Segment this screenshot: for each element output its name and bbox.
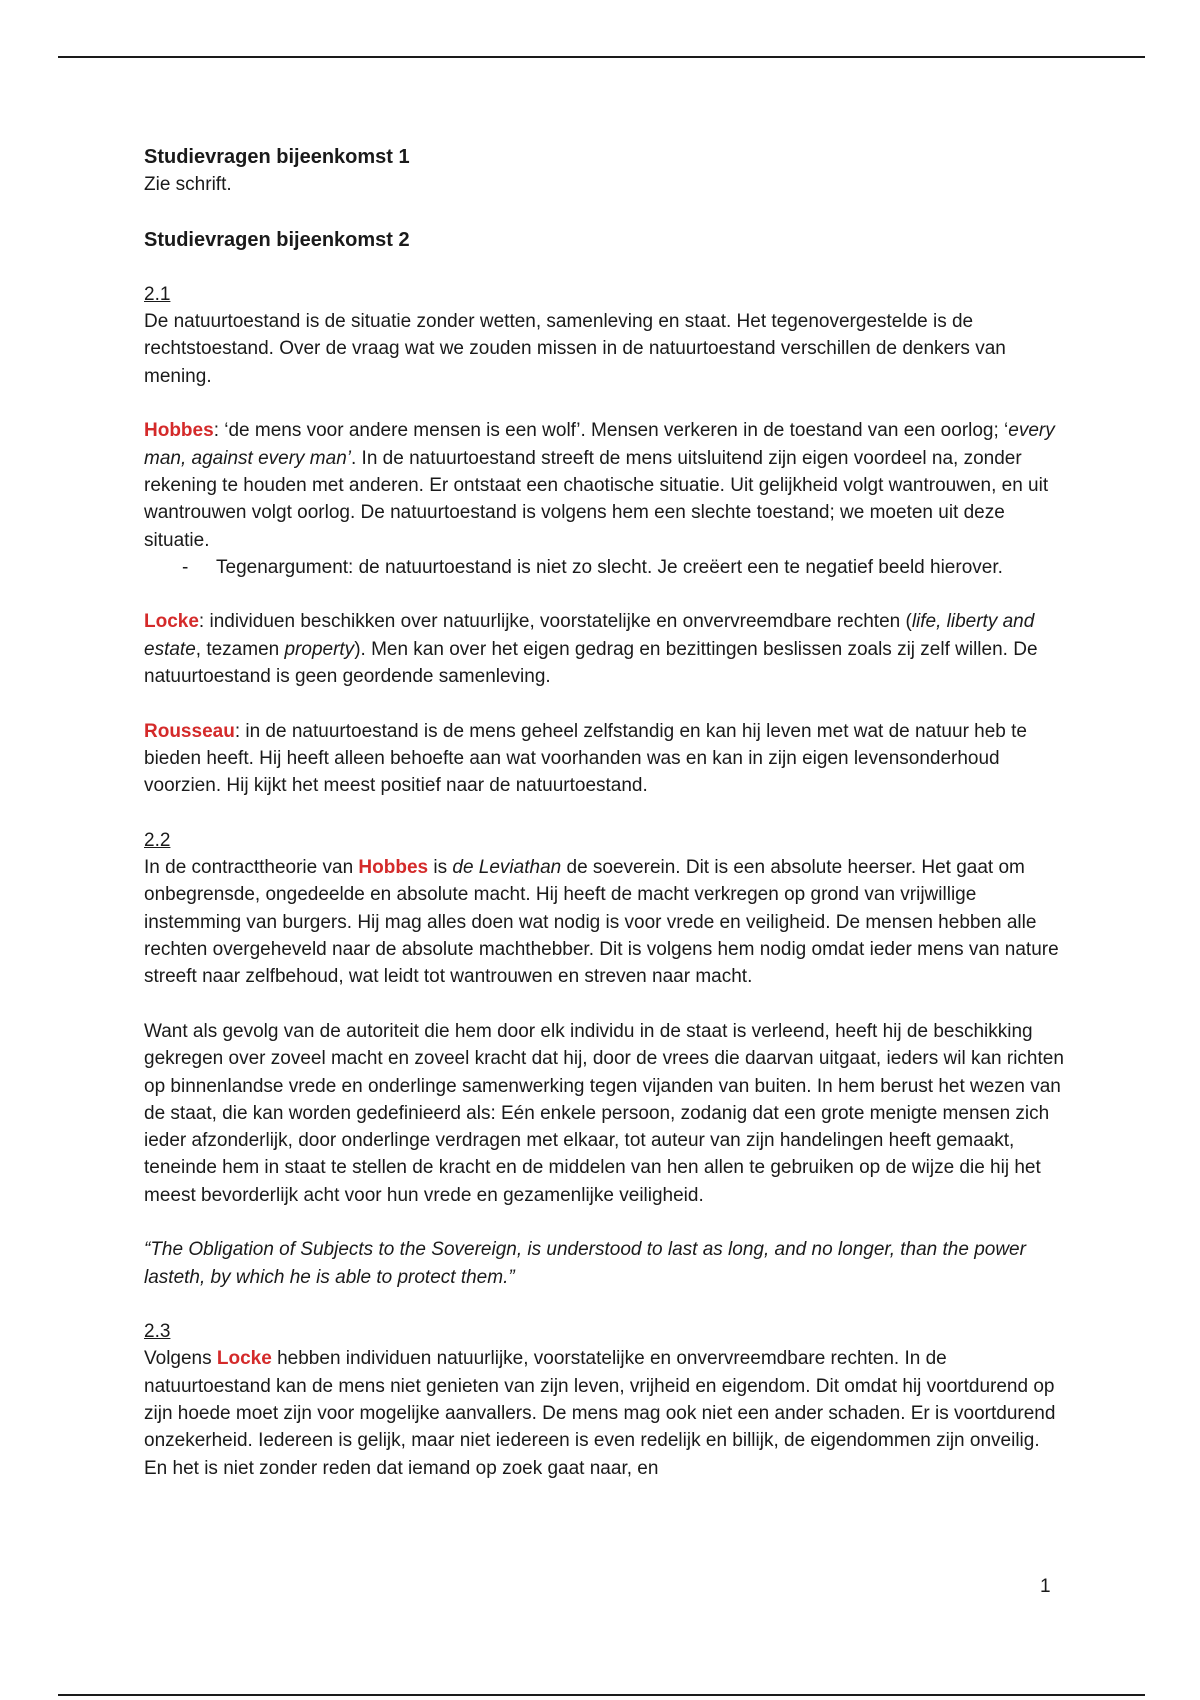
question-number-2-2: 2.2 [144, 829, 171, 851]
q21-rousseau-paragraph: Rousseau: in de natuurtoestand is de mens geheel zelfstandig en kan hij leven met wat de natuur heb te bieden heeft. Hij heeft alleen behoefte aan wat voorhanden was en kan in zijn eigen levensonderhoud voorzien. Hij kijkt het meest positief naar de natuurtoestand. [144, 720, 1027, 797]
q21-intro-paragraph: De natuurtoestand is de situatie zonder wetten, samenleving en staat. Het tegenovergestelde is de rechtstoestand. Over de vraag wat we zouden missen in de natuurtoestand verschillen de denkers van mening. [144, 311, 1006, 387]
page-number: 1 [1040, 1576, 1051, 1597]
bijeenkomst-1-text: Zie schrift. [144, 174, 232, 195]
q21-hobbes-counterargument: - Tegenargument: de natuurtoestand is niet zo slecht. Je creëert een te negatief beeld hierover. [144, 554, 1064, 581]
philosopher-name-locke: Locke [216, 1348, 272, 1370]
philosopher-name-hobbes: Hobbes [144, 420, 214, 442]
philosopher-name-locke: Locke [144, 611, 199, 633]
q21-locke-paragraph: Locke: individuen beschikken over natuurlijke, voorstatelijke en onvervreemdbare rechten (life, liberty and estate, tezamen property). Men kan over het eigen gedrag en bezittingen beslissen zoals zij zelf willen. De natuurtoestand is geen geordende samenleving. [144, 611, 1038, 688]
philosopher-name-hobbes: Hobbes [358, 857, 429, 879]
heading-bijeenkomst-2: Studievragen bijeenkomst 2 [144, 228, 410, 251]
question-number-2-1: 2.1 [144, 283, 171, 305]
question-number-2-3: 2.3 [144, 1321, 171, 1343]
q22-paragraph-1: In de contracttheorie van Hobbes is de Leviathan de soeverein. Dit is een absolute heerser. Het gaat om onbegrensde, ongedeelde en absolute macht. Hij heeft de macht verkregen op grond van vrijwillige instemming van burgers. Hij mag alles doen wat nodig is voor vrede en veiligheid. De mensen hebben alle rechten overgeheveld naar de absolute machthebber. Dit is volgens hem nodig omdat ieder mens van nature streeft naar zelfbehoud, wat leidt tot wantrouwen en streven naar macht. [144, 857, 1059, 988]
bullet-dash: - [182, 556, 189, 578]
heading-bijeenkomst-1: Studievragen bijeenkomst 1 [144, 146, 410, 168]
footer-rule [58, 1694, 1145, 1696]
q22-paragraph-2: Want als gevolg van de autoriteit die hem door elk individu in de staat is verleend, heeft hij de beschikking gekregen over zoveel macht en zoveel kracht dat hij, door de vrees die daarvan uitgaat, ieders wil kan richten op binnenlandse vrede en onderlinge samenwerking tegen vijanden van buiten. In hem berust het wezen van de staat, die kan worden gedefinieerd als: Eén enkele persoon, zodanig dat een grote menigte mensen zich ieder afzonderlijk, door onderlinge verdragen met elkaar, tot auteur van zijn handelingen heeft gemaakt, teneinde hem in staat te stellen de kracht en de middelen van hen allen te gebruiken op de wijze die hij het meest bevorderlijk acht voor hun vrede en gezamenlijke veiligheid. [144, 1020, 1064, 1206]
q23-paragraph: Volgens Locke hebben individuen natuurlijke, voorstatelijke en onvervreemdbare rechten. In de natuurtoestand kan de mens niet genieten van zijn leven, vrijheid en eigendom. Dit omdat hij voortdurend op zijn hoede moet zijn voor mogelijke aanvallers. De mens mag ook niet een ander schaden. Er is voortdurend onzekerheid. Iedereen is gelijk, maar niet iedereen is even redelijk en billijk, de eigendommen zijn onveilig. En het is niet zonder reden dat iemand op zoek gaat naar, en [144, 1348, 1056, 1479]
header-rule [58, 56, 1145, 58]
philosopher-name-rousseau: Rousseau [144, 720, 235, 742]
document-body [144, 143, 1064, 1482]
q21-hobbes-paragraph: Hobbes: ‘de mens voor andere mensen is een wolf’. Mensen verkeren in de toestand van een oorlog; ‘every man, against every man’. In de natuurtoestand streeft de mens uitsluitend zijn eigen voordeel na, zonder rekening te houden met anderen. Er ontstaat een chaotische situatie. Uit gelijkheid volgt wantrouwen, en uit wantrouwen volgt oorlog. De natuurtoestand is volgens hem een slechte toestand; we moeten uit deze situatie. [144, 420, 1055, 551]
q22-quote: “The Obligation of Subjects to the Sovereign, is understood to last as long, and no longer, than the power lasteth, by which he is able to protect them.” [144, 1239, 1026, 1288]
